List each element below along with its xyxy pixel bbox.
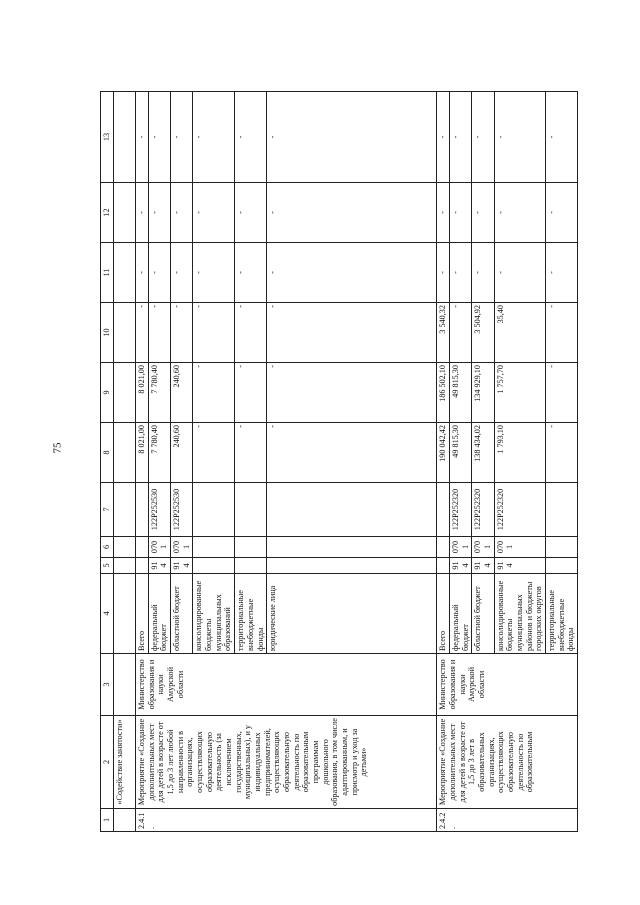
target-article: 122P252530 (171, 483, 193, 537)
measure-executor: Министерство образования и науки Амурской области (437, 654, 578, 716)
value-year-2: - (136, 303, 149, 363)
target-article: 122P252530 (148, 483, 170, 537)
value-year-3: - (171, 243, 193, 303)
grbs-code: 914 (450, 558, 472, 574)
measure-name: Мероприятие «Создание дополнительных мест для детей в возрасте от 1,5 до 3 лет любой направленности в организациях, осуществляющих образовательную деятельность (за исключением государственных, муниципальных), и у индивидуальных предпринимателей, осуществляющих образовательную деятельность по образовательным программам дошкольного образования, в том числе адаптированным, и присмотр и уход за детьми» (136, 716, 437, 809)
section-code: 0701 (472, 537, 494, 558)
col-header: 7 (101, 483, 114, 537)
col-header: 11 (101, 243, 114, 303)
section-code: 0701 (494, 537, 545, 558)
value-year-4: - (136, 183, 149, 243)
funding-source: консолидированные бюджеты муниципальных районов и бюджеты городских округов (494, 574, 545, 654)
value-year-4: - (235, 183, 267, 243)
funding-source: областной бюджет (472, 574, 494, 654)
value-total: - (546, 423, 578, 483)
value-year-3: - (267, 243, 437, 303)
section-code (136, 537, 149, 558)
col-header: 8 (101, 423, 114, 483)
value-year-3: - (546, 243, 578, 303)
grbs-code (136, 558, 149, 574)
measure-block-2-4-2 (437, 92, 578, 832)
section-code: 0701 (450, 537, 472, 558)
value-year-2: - (267, 303, 437, 363)
value-year-2: - (171, 303, 193, 363)
col-header: 1 (101, 809, 114, 832)
value-total: - (235, 423, 267, 483)
value-year-1: 1 757,70 (494, 363, 545, 423)
grbs-code: 914 (148, 558, 170, 574)
grbs-code: 914 (472, 558, 494, 574)
funding-source: территориальные внебюджетные фонды (235, 574, 267, 654)
value-year-5: - (546, 92, 578, 183)
target-article (193, 483, 235, 537)
col-header: 12 (101, 183, 114, 243)
funding-source: консолидированные бюджеты муниципальных образований (193, 574, 235, 654)
col-header: 9 (101, 363, 114, 423)
section-code (546, 537, 578, 558)
measure-executor: Министерство образования и науки Амурской области (136, 654, 437, 716)
value-year-2: - (148, 303, 170, 363)
value-year-2: - (450, 303, 472, 363)
measure-name: Мероприятие «Создание дополнительных мест для детей в возрасте от 1,5 до 3 лет в образовательных организациях, осуществляющих образовательную деятельность по образовательным (437, 716, 578, 809)
funding-source: территориальные внебюджетные фонды (546, 574, 578, 654)
value-year-1: 240,60 (171, 363, 193, 423)
value-year-5: - (171, 92, 193, 183)
col-header: 3 (101, 654, 114, 716)
value-year-2: - (193, 303, 235, 363)
value-year-4: - (267, 183, 437, 243)
value-year-4: - (472, 183, 494, 243)
measure-id: 2.4.1. (136, 809, 437, 832)
col-header: 6 (101, 537, 114, 558)
value-year-2: 35,40 (494, 303, 545, 363)
section-code: 0701 (148, 537, 170, 558)
value-year-5: - (437, 92, 450, 183)
grbs-code (193, 558, 235, 574)
value-year-1: 7 780,40 (148, 363, 170, 423)
col-header: 10 (101, 303, 114, 363)
section-code (235, 537, 267, 558)
value-year-5: - (494, 92, 545, 183)
value-total: - (193, 423, 235, 483)
target-article (437, 483, 450, 537)
value-total: 49 815,30 (450, 423, 472, 483)
value-year-3: - (136, 243, 149, 303)
value-year-4: - (494, 183, 545, 243)
grbs-code: 914 (494, 558, 545, 574)
value-year-4: - (171, 183, 193, 243)
table-row (437, 92, 450, 832)
value-year-5: - (267, 92, 437, 183)
target-article (136, 483, 149, 537)
col-header: 13 (101, 92, 114, 183)
budget-table (100, 91, 578, 832)
continuation-row (114, 92, 136, 832)
target-article (235, 483, 267, 537)
value-year-3: - (472, 243, 494, 303)
measure-block-2-4-1 (136, 92, 437, 832)
value-year-1: 186 502,10 (437, 363, 450, 423)
value-year-1: 8 021,00 (136, 363, 149, 423)
value-total: 138 434,02 (472, 423, 494, 483)
value-year-5: - (136, 92, 149, 183)
section-code (437, 537, 450, 558)
page-number: 75 (51, 442, 64, 454)
value-year-2: - (235, 303, 267, 363)
funding-source: федеральный бюджет (450, 574, 472, 654)
section-code (193, 537, 235, 558)
value-year-2: 3 540,32 (437, 303, 450, 363)
target-article: 122P252320 (472, 483, 494, 537)
value-year-1: 134 929,10 (472, 363, 494, 423)
grbs-code (437, 558, 450, 574)
funding-source: федеральный бюджет (148, 574, 170, 654)
target-article (546, 483, 578, 537)
value-year-3: - (437, 243, 450, 303)
value-year-3: - (193, 243, 235, 303)
value-year-4: - (193, 183, 235, 243)
col-header: 4 (101, 574, 114, 654)
value-total: 1 793,10 (494, 423, 545, 483)
section-code (267, 537, 437, 558)
value-year-1: 49 815,30 (450, 363, 472, 423)
value-year-5: - (193, 92, 235, 183)
grbs-code (546, 558, 578, 574)
value-total: 190 042,42 (437, 423, 450, 483)
section-code: 0701 (171, 537, 193, 558)
value-year-3: - (450, 243, 472, 303)
funding-source: Всего (437, 574, 450, 654)
col-header: 5 (101, 558, 114, 574)
rotated-table-container (100, 92, 640, 832)
value-year-1: - (235, 363, 267, 423)
value-year-4: - (437, 183, 450, 243)
measure-id: 2.4.2. (437, 809, 578, 832)
continuation-text: «Содействие занятости» (114, 716, 136, 809)
value-year-3: - (235, 243, 267, 303)
value-year-3: - (148, 243, 170, 303)
value-total: - (267, 423, 437, 483)
header-row (101, 92, 114, 832)
table-row (136, 92, 149, 832)
grbs-code: 914 (171, 558, 193, 574)
value-total: 240,60 (171, 423, 193, 483)
value-year-5: - (472, 92, 494, 183)
value-year-1: - (193, 363, 235, 423)
value-year-4: - (450, 183, 472, 243)
value-year-4: - (546, 183, 578, 243)
value-year-5: - (235, 92, 267, 183)
value-year-2: - (546, 303, 578, 363)
value-year-2: 3 504,92 (472, 303, 494, 363)
funding-source: областной бюджет (171, 574, 193, 654)
target-article: 122P252320 (494, 483, 545, 537)
grbs-code (235, 558, 267, 574)
value-year-5: - (148, 92, 170, 183)
value-year-1: - (546, 363, 578, 423)
target-article (267, 483, 437, 537)
value-year-4: - (148, 183, 170, 243)
col-header: 2 (101, 716, 114, 809)
value-year-1: - (267, 363, 437, 423)
value-total: 8 021,00 (136, 423, 149, 483)
value-total: 7 780,40 (148, 423, 170, 483)
funding-source: юридические лица (267, 574, 437, 654)
grbs-code (267, 558, 437, 574)
target-article: 122P252320 (450, 483, 472, 537)
value-year-3: - (494, 243, 545, 303)
value-year-5: - (450, 92, 472, 183)
funding-source: Всего (136, 574, 149, 654)
